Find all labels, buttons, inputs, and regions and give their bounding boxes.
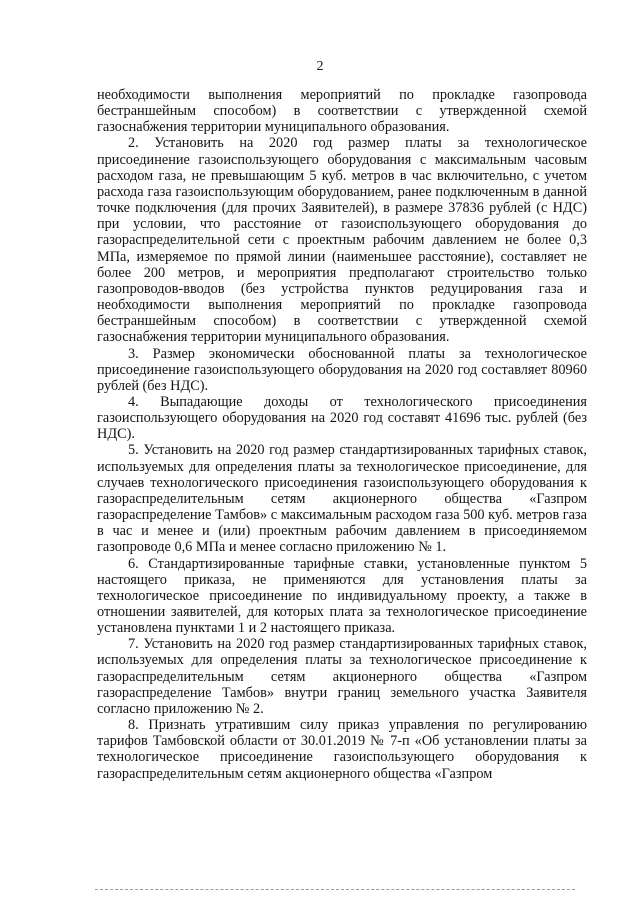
scan-edge-line (95, 889, 575, 890)
paragraph-item-3: 3. Размер экономически обоснованной платы за технологическое присоединение газоиспользующего оборудования на 2020 год составляет 80960 рублей (без НДС). (97, 345, 587, 394)
document-body (97, 87, 587, 782)
paragraph-item-2: 2. Установить на 2020 год размер платы за технологическое присоединение газоиспользующего оборудования с максимальным часовым расходом газа, не превышающим 5 куб. метров в час включительно, с учетом расхода газа газоиспользующим оборудованием, ранее подключенным в данной точке подключения (для прочих Заявителей), в размере 37836 рублей (с НДС) при условии, что расстояние от газоиспользующего оборудования до газораспределительной сети с проектным рабочим давлением не более 0,3 МПа, измеряемое по прямой линии (наименьшее расстояние), составляет не более 200 метров, и мероприятия предполагают строительство только газопроводов-вводов (без устройства пунктов редуцирования газа и необходимости выполнения мероприятий по прокладке газопровода бестраншейным способом) в соответствии с утвержденной схемой газоснабжения территории муниципального образования. (97, 135, 587, 346)
paragraph-item-5: 5. Установить на 2020 год размер стандартизированных тарифных ставок, используемых для определения платы за технологическое присоединение, для случаев технологического присоединения газоиспользующего оборудования к газораспределительным сетям акционерного общества «Газпром газораспределение Тамбов» с максимальным расходом газа 500 куб. метров газа в час и менее и (или) проектным рабочим давлением в присоединяемом газопроводе 0,6 МПа и менее согласно приложению № 1. (97, 442, 587, 556)
paragraph-item-8: 8. Признать утратившим силу приказ управления по регулированию тарифов Тамбовской области от 30.01.2019 № 7-п «Об установлении платы за технологическое присоединение газоиспользующего оборудования к газораспределительным сетям акционерного общества «Газпром (97, 717, 587, 782)
paragraph-continuation: необходимости выполнения мероприятий по прокладке газопровода бестраншейным способом) в соответствии с утвержденной схемой газоснабжения территории муниципального образования. (97, 87, 587, 136)
page-number: 2 (316, 59, 324, 74)
paragraph-item-7: 7. Установить на 2020 год размер стандартизированных тарифных ставок, используемых для определения платы за технологическое присоединение к газораспределительным сетям акционерного общества «Газпром газораспределение Тамбов» внутри границ земельного участка Заявителя согласно приложению № 2. (97, 636, 587, 717)
paragraph-item-6: 6. Стандартизированные тарифные ставки, установленные пунктом 5 настоящего приказа, не применяются для установления платы за технологическое присоединение по индивидуальному проекту, а также в отношении заявителей, для которых плата за технологическое присоединение установлена пунктами 1 и 2 настоящего приказа. (97, 555, 587, 637)
paragraph-item-4: 4. Выпадающие доходы от технологического присоединения газоиспользующего оборудования на 2020 год составят 41696 тыс. рублей (без НДС). (97, 393, 587, 443)
